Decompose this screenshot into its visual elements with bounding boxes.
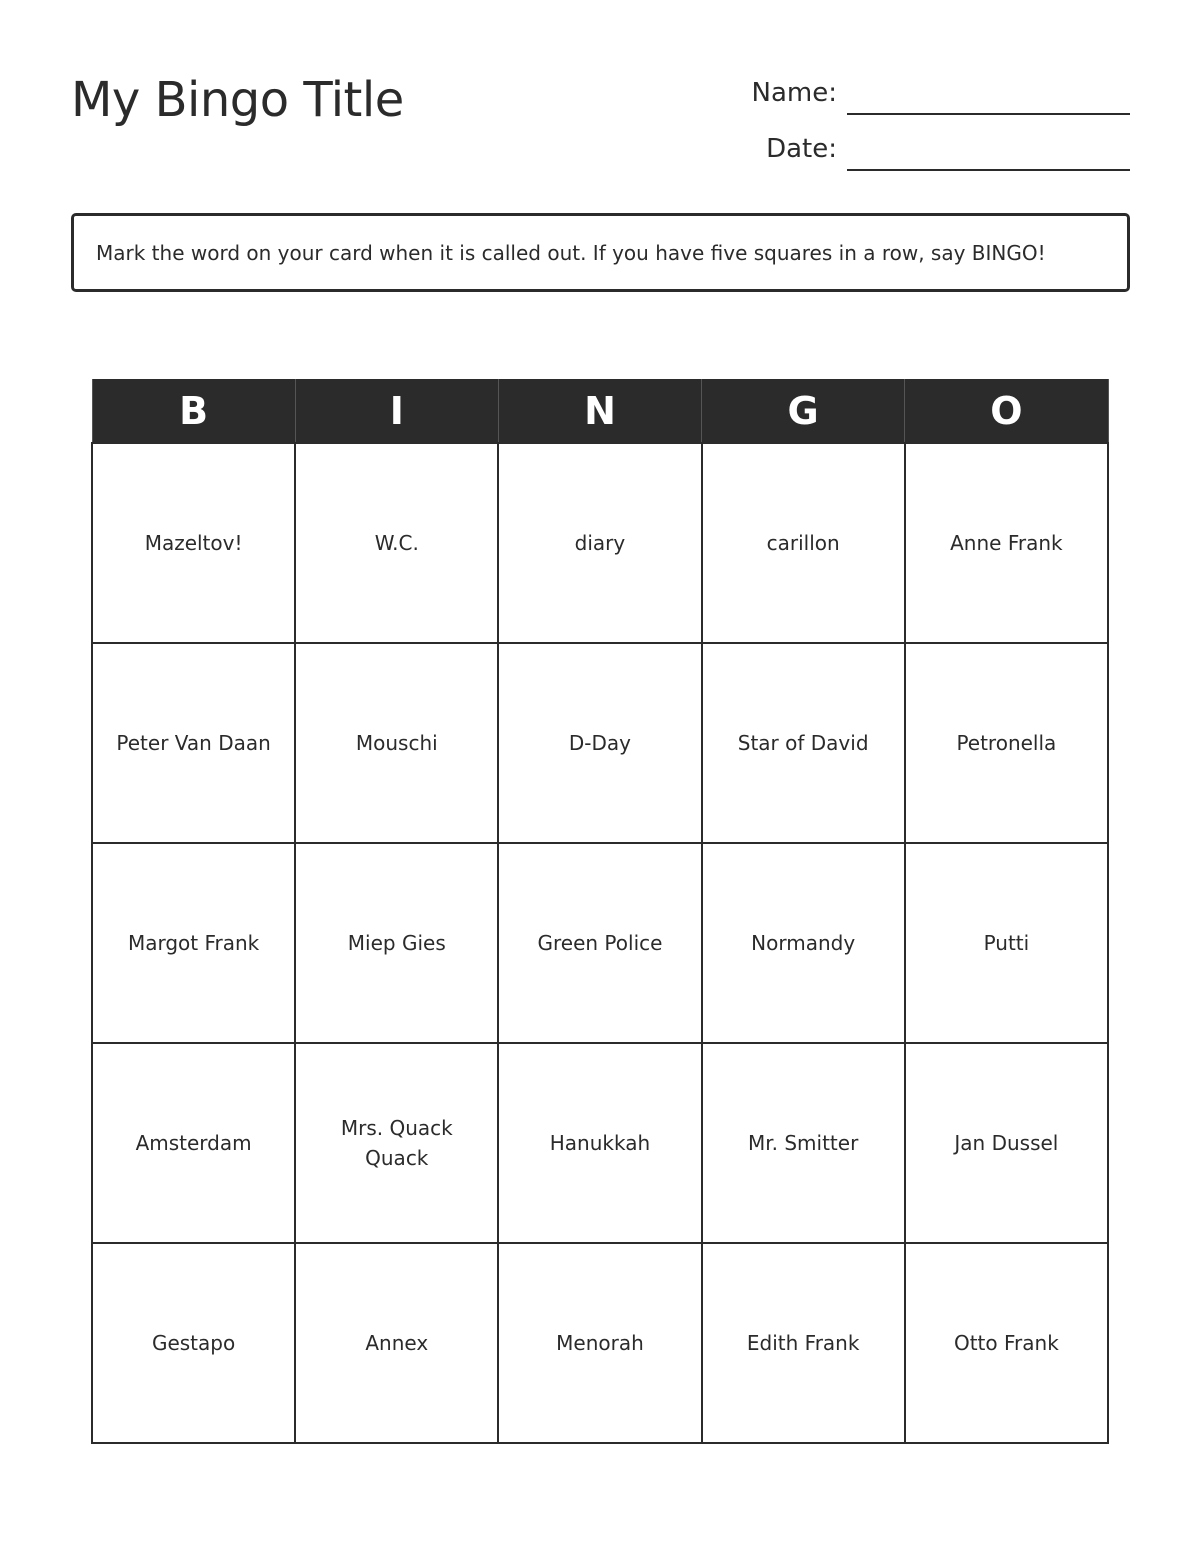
bingo-square: Normandy [702, 843, 905, 1043]
bingo-square: Mazeltov! [92, 443, 295, 643]
bingo-square: Star of David [702, 643, 905, 843]
bingo-square: diary [498, 443, 701, 643]
bingo-square: Mrs. Quack Quack [295, 1043, 498, 1243]
bingo-square: Miep Gies [295, 843, 498, 1043]
column-header-b: B [92, 379, 295, 443]
bingo-square: Amsterdam [92, 1043, 295, 1243]
bingo-square: D-Day [498, 643, 701, 843]
column-header-g: G [702, 379, 905, 443]
instructions-box [71, 213, 1130, 292]
bingo-square: Annex [295, 1243, 498, 1443]
name-field [720, 73, 1130, 113]
bingo-row [92, 843, 1108, 1043]
date-field [720, 129, 1130, 169]
bingo-square: Green Police [498, 843, 701, 1043]
bingo-row [92, 1243, 1108, 1443]
bingo-square: Gestapo [92, 1243, 295, 1443]
column-header-o: O [905, 379, 1108, 443]
bingo-square: Edith Frank [702, 1243, 905, 1443]
bingo-square: Jan Dussel [905, 1043, 1108, 1243]
bingo-square: Petronella [905, 643, 1108, 843]
instructions-text: Mark the word on your card when it is called out. If you have five squares in a row, say BINGO! [96, 240, 1046, 265]
bingo-square: Margot Frank [92, 843, 295, 1043]
bingo-square: carillon [702, 443, 905, 643]
bingo-row [92, 443, 1108, 643]
bingo-square: Hanukkah [498, 1043, 701, 1243]
bingo-square: W.C. [295, 443, 498, 643]
bingo-square: Anne Frank [905, 443, 1108, 643]
name-blank-line [847, 113, 1130, 115]
page-title: My Bingo Title [71, 72, 404, 128]
date-label: Date: [766, 134, 837, 164]
date-blank-line [847, 169, 1130, 171]
bingo-row [92, 1043, 1108, 1243]
name-label: Name: [751, 78, 837, 108]
bingo-square: Peter Van Daan [92, 643, 295, 843]
bingo-header-row [92, 379, 1108, 443]
bingo-square: Putti [905, 843, 1108, 1043]
bingo-square: Otto Frank [905, 1243, 1108, 1443]
bingo-card [91, 379, 1109, 1444]
bingo-square: Mouschi [295, 643, 498, 843]
column-header-i: I [295, 379, 498, 443]
bingo-square: Menorah [498, 1243, 701, 1443]
column-header-n: N [498, 379, 701, 443]
bingo-row [92, 643, 1108, 843]
bingo-square: Mr. Smitter [702, 1043, 905, 1243]
